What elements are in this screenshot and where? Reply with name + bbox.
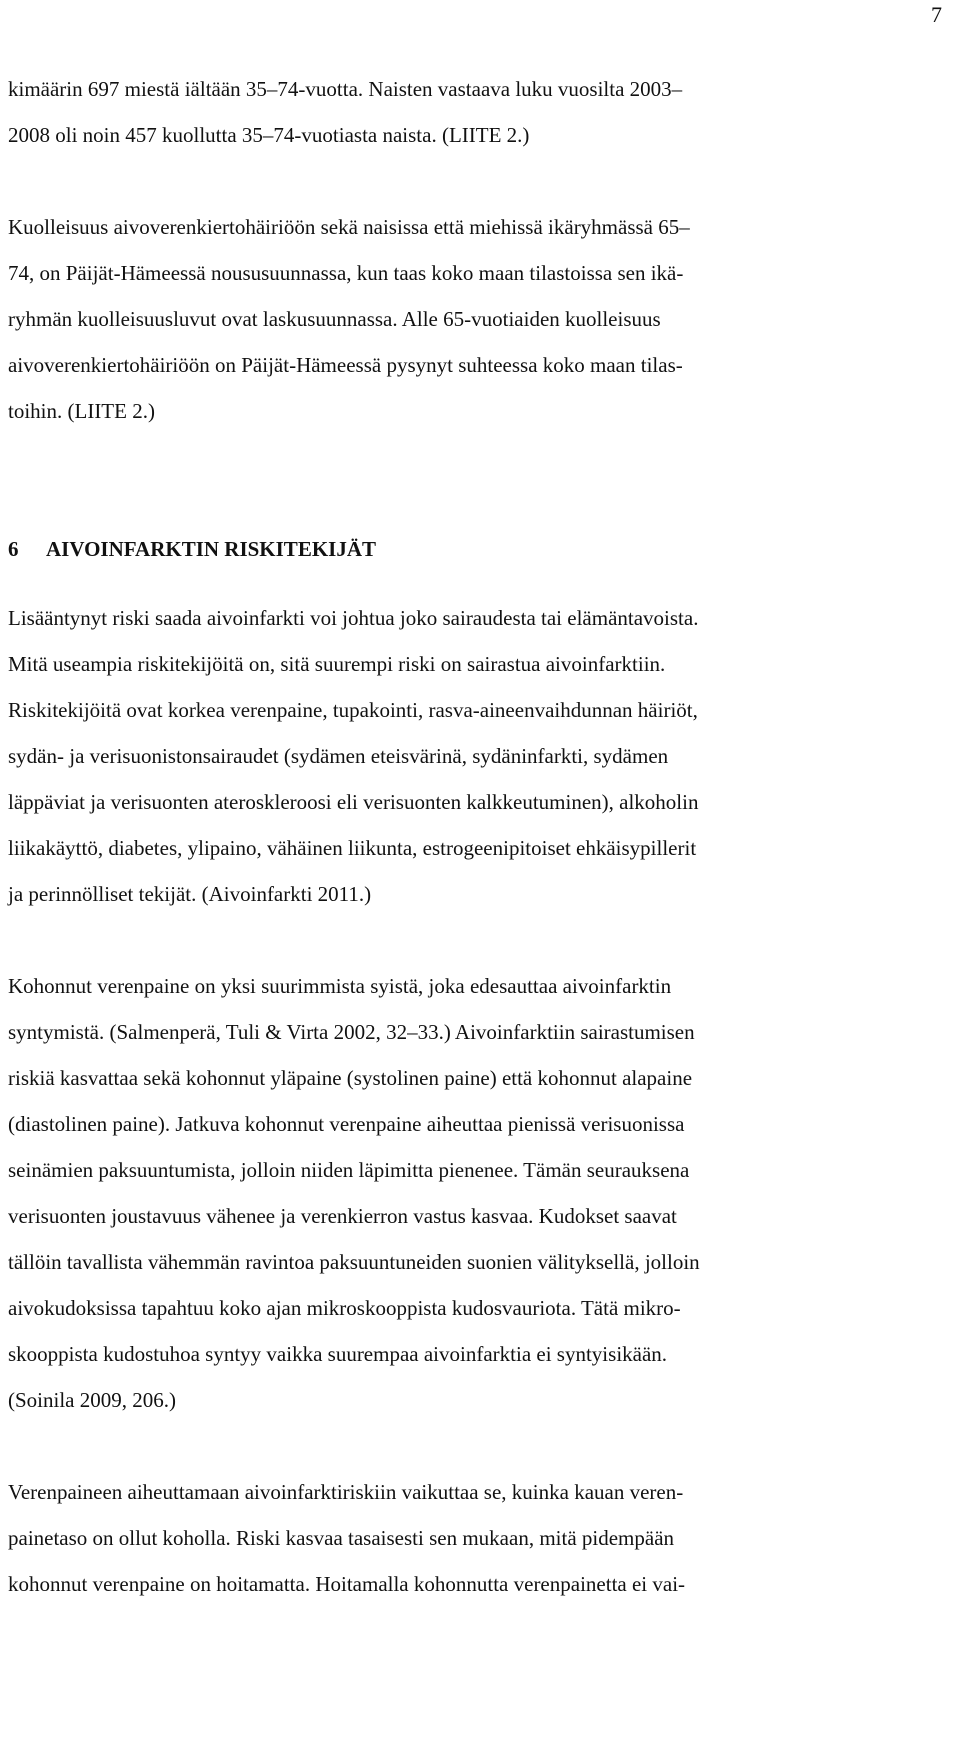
paragraph-gap [8,917,956,963]
section-heading [8,526,956,572]
text-line: Verenpaineen aiheuttamaan aivoinfarktiriskiin vaikuttaa se, kuinka kauan veren- [8,1480,684,1504]
text-line: painetaso on ollut koholla. Riski kasvaa tasaisesti sen mukaan, mitä pidempään [8,1526,675,1550]
document-body [8,66,956,1607]
text-line: tällöin tavallista vähemmän ravintoa paksuuntuneiden suonien välityksellä, jolloin [8,1250,700,1274]
text-line: riskiä kasvattaa sekä kohonnut yläpaine (systolinen paine) että kohonnut alapaine [8,1066,693,1090]
paragraph-hypertension [8,963,956,1423]
text-line: kohonnut verenpaine on hoitamatta. Hoitamalla kohonnutta verenpainetta ei vai- [8,1572,686,1596]
paragraph-blood-pressure-duration [8,1469,956,1607]
text-line: verisuonten joustavuus vähenee ja verenkierron vastus kasvaa. Kudokset saavat [8,1204,677,1228]
text-line: liikakäyttö, diabetes, ylipaino, vähäinen liikunta, estrogeenipitoiset ehkäisypillerit [8,836,697,860]
text-line: (Soinila 2009, 206.) [8,1388,176,1412]
text-line: Riskitekijöitä ovat korkea verenpaine, tupakointi, rasva-aineenvaihdunnan häiriöt, [8,698,698,722]
paragraph-mortality-trend [8,204,956,434]
paragraph-gap [8,1423,956,1469]
text-line: 2008 oli noin 457 kuollutta 35–74-vuotiasta naista. (LIITE 2.) [8,123,530,147]
section-gap [8,434,956,526]
text-line: syntymistä. (Salmenperä, Tuli & Virta 2002, 32–33.) Aivoinfarktiin sairastumisen [8,1020,695,1044]
text-line: Kohonnut verenpaine on yksi suurimmista syistä, joka edesauttaa aivoinfarktin [8,974,672,998]
text-line: 74, on Päijät-Hämeessä noususuunnassa, kun taas koko maan tilastoissa sen ikä- [8,261,684,285]
page-number: 7 [931,2,942,27]
text-line: kimäärin 697 miestä iältään 35–74-vuotta. Naisten vastaava luku vuosilta 2003– [8,77,683,101]
text-line: Lisääntynyt riski saada aivoinfarkti voi johtua joko sairaudesta tai elämäntavoista. [8,606,699,630]
text-line: Kuolleisuus aivoverenkiertohäiriöön sekä naisissa että miehissä ikäryhmässä 65– [8,215,690,239]
text-line: ja perinnölliset tekijät. (Aivoinfarkti 2011.) [8,882,372,906]
text-line: seinämien paksuuntumista, jolloin niiden läpimitta pienenee. Tämän seurauksena [8,1158,690,1182]
text-line: Mitä useampia riskitekijöitä on, sitä suurempi riski on sairastua aivoinfarktiin. [8,652,666,676]
paragraph-intro-continuation [8,66,956,158]
paragraph-risk-factors [8,595,956,917]
paragraph-gap [8,158,956,204]
text-line: toihin. (LIITE 2.) [8,399,155,423]
heading-gap [8,572,956,595]
text-line: skooppista kudostuhoa syntyy vaikka suurempaa aivoinfarktia ei syntyisikään. [8,1342,668,1366]
text-line: sydän- ja verisuonistonsairaudet (sydämen eteisvärinä, sydäninfarkti, sydämen [8,744,669,768]
text-line: aivoverenkiertohäiriöön on Päijät-Hämeessä pysynyt suhteessa koko maan tilas- [8,353,683,377]
text-line: aivokudoksissa tapahtuu koko ajan mikroskooppista kudosvauriota. Tätä mikro- [8,1296,681,1320]
section-title: AIVOINFARKTIN RISKITEKIJÄT [46,537,377,561]
section-number: 6 [8,537,19,561]
text-line: ryhmän kuolleisuusluvut ovat laskusuunnassa. Alle 65-vuotiaiden kuolleisuus [8,307,661,331]
text-line: läppäviat ja verisuonten ateroskleroosi eli verisuonten kalkkeutuminen), alkoholin [8,790,699,814]
text-line: (diastolinen paine). Jatkuva kohonnut verenpaine aiheuttaa pienissä verisuonissa [8,1112,685,1136]
